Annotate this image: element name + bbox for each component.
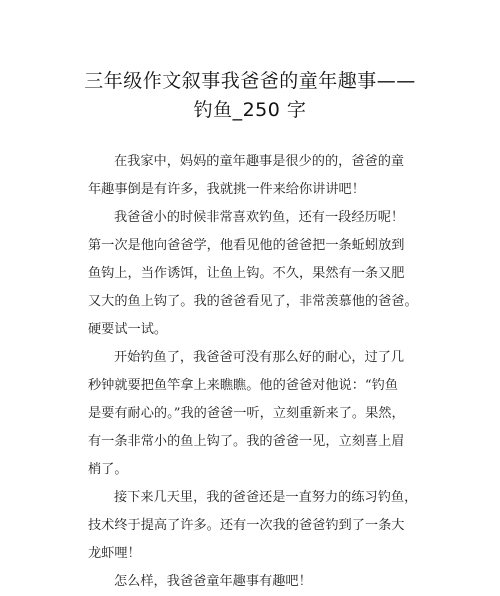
paragraph-line: 接下来几天里，我的爸爸还是一直努力的练习钓鱼， [114,490,418,505]
paragraph-line: 开始钓鱼了，我爸爸可没有那么好的耐心，过了几 [114,350,405,365]
paragraph-line: 有一条非常小的鱼上钩了。我的爸爸一见，立刻喜上眉 [88,434,405,449]
paragraph-line: 鱼钩上，当作诱饵，让鱼上钩。不久，果然有一条又肥 [88,266,405,281]
paragraph-line: 龙虾哩！ [88,546,141,561]
document-body [88,148,428,596]
paragraph-line: 第一次是他向爸爸学，他看见他的爸爸把一条蚯蚓放到 [88,238,405,253]
paragraph-line: 年趣事倒是有许多，我就挑一件来给你讲讲吧！ [88,182,365,197]
paragraph-line: 我爸爸小的时候非常喜欢钓鱼，还有一段经历呢！ [114,210,405,225]
document-title-line-2: 钓鱼_250 字 [193,99,307,121]
paragraph-line: 硬要试一试。 [88,322,168,337]
paragraph-line: 又大的鱼上钩了。我的爸爸看见了，非常羡慕他的爸爸。 [88,294,418,309]
paragraph-line: 秒钟就要把鱼竿拿上来瞧瞧。他的爸爸对他说：“钓鱼 [88,378,399,393]
paragraph-line: 技术终于提高了许多。还有一次我的爸爸钓到了一条大 [88,518,405,533]
paragraph-line: 在我家中，妈妈的童年趣事是很少的的，爸爸的童 [114,154,405,169]
paragraph-line: 怎么样，我爸爸童年趣事有趣吧！ [114,574,312,589]
document-title-line-1: 三年级作文叙事我爸爸的童年趣事—— [84,70,416,92]
paragraph-line: 梢了。 [88,462,128,477]
paragraph-line: 是要有耐心的。”我的爸爸一听，立刻重新来了。果然， [88,406,405,421]
